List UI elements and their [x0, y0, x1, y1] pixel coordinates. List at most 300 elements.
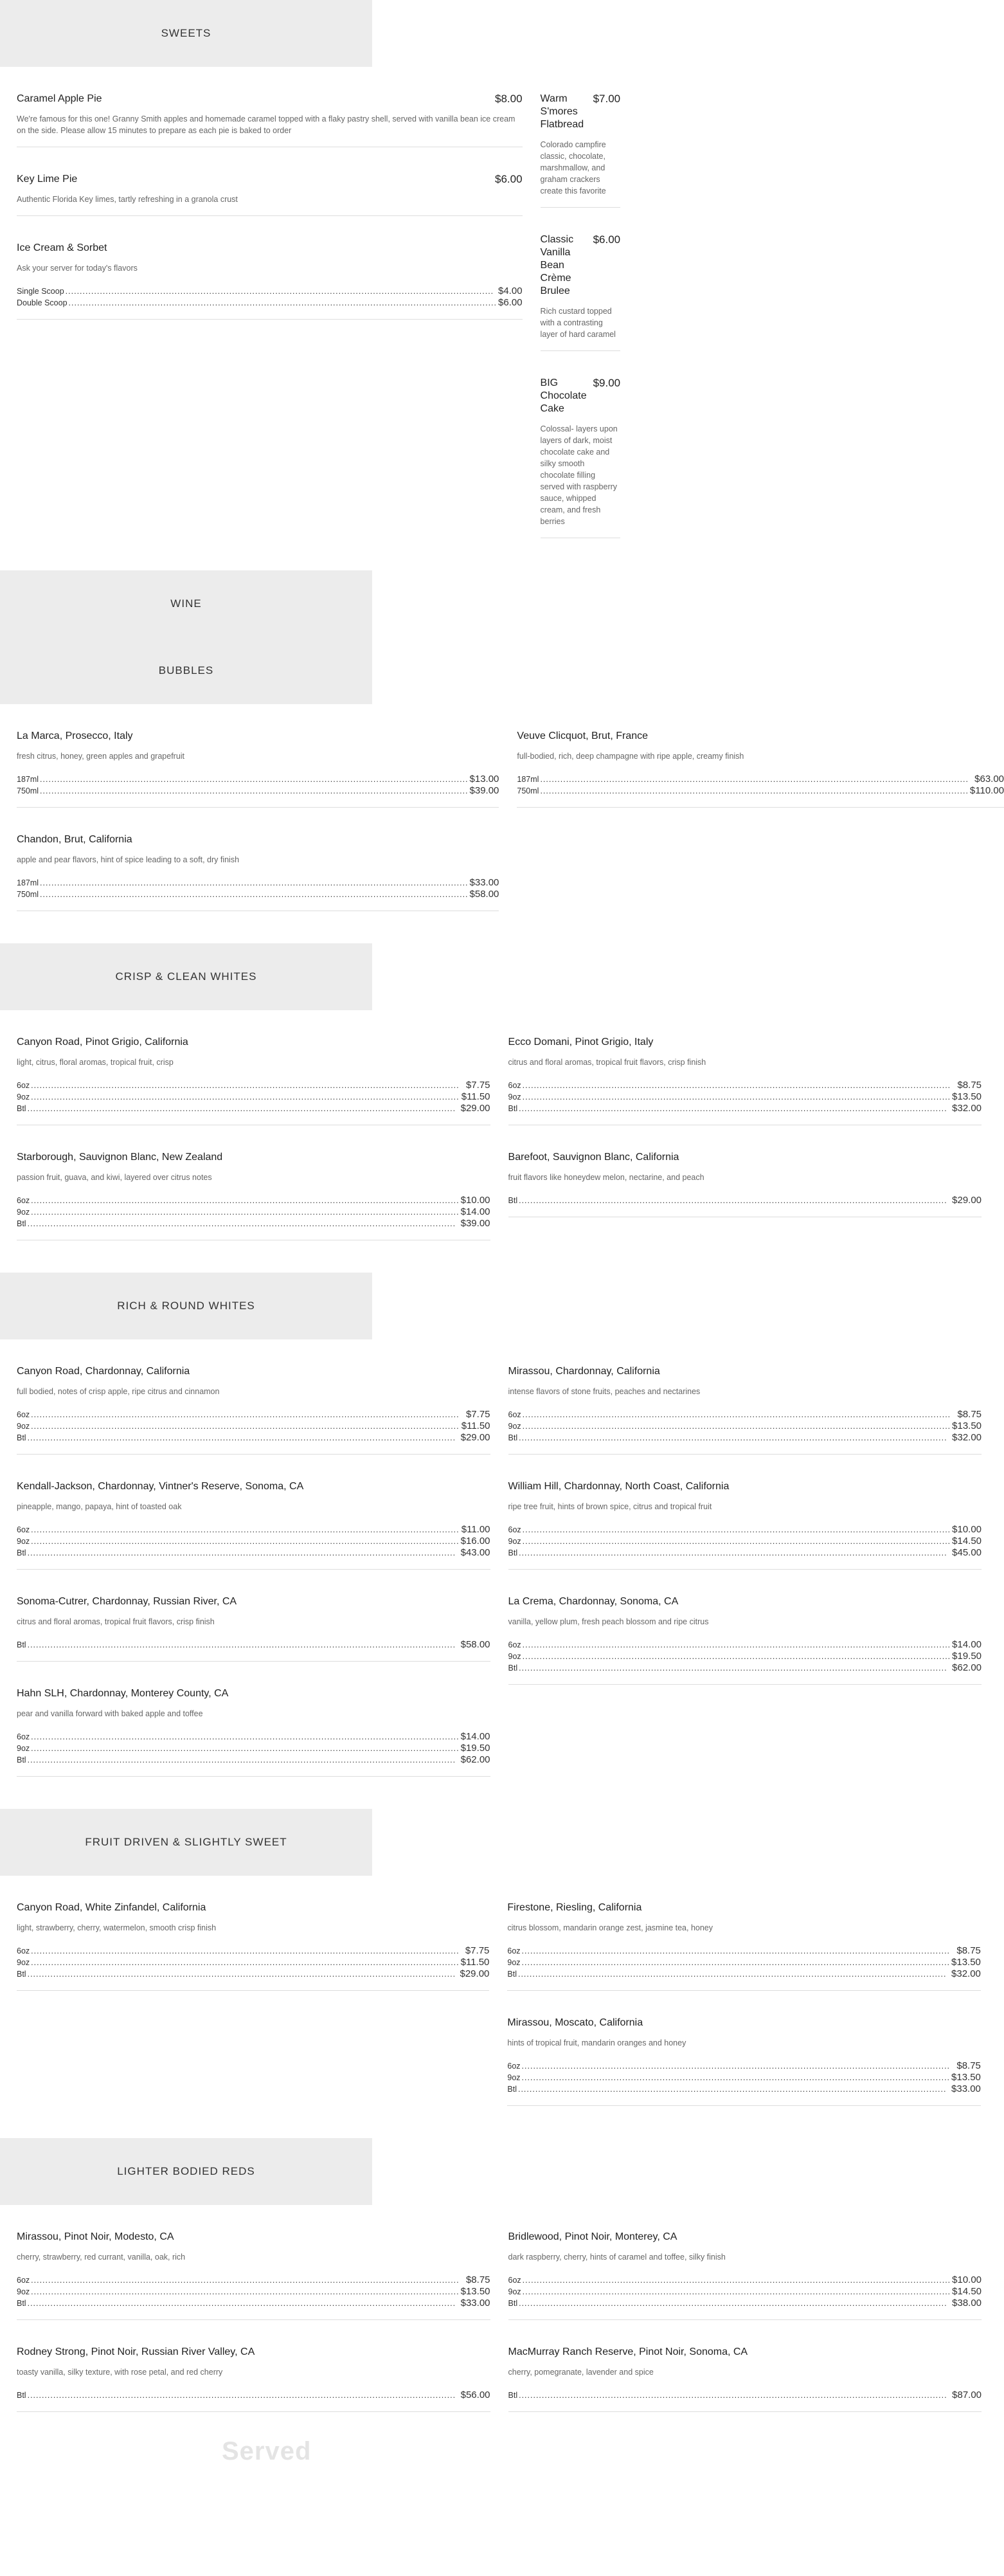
- menu-item-description: pear and vanilla forward with baked apple and toffee: [17, 1709, 203, 1718]
- menu-item-header: [17, 1901, 489, 1914]
- serving-size-row: [17, 2286, 490, 2298]
- serving-sizes: [508, 1195, 982, 1206]
- section-body: [0, 2205, 982, 2444]
- menu-column-left: [17, 1365, 490, 1777]
- menu-grid: [17, 93, 621, 538]
- serving-size-row: [508, 2298, 982, 2309]
- menu-item-name: Caramel Apple Pie: [17, 93, 102, 104]
- serving-size-row: [508, 1080, 982, 1091]
- menu-item-name: Rodney Strong, Pinot Noir, Russian River Valley, CA: [17, 2346, 255, 2357]
- menu-item-name: Veuve Clicquot, Brut, France: [517, 730, 649, 741]
- menu-item-description: full bodied, notes of crisp apple, ripe citrus and cinnamon: [17, 1387, 220, 1396]
- menu-item-header: [508, 1480, 982, 1493]
- menu-item-header: [508, 1036, 982, 1049]
- serving-size-label: Btl: [17, 2391, 26, 2400]
- serving-size-price: $87.00: [952, 2390, 982, 2400]
- menu-grid: [17, 2231, 982, 2412]
- serving-size-label: 6oz: [508, 1410, 521, 1419]
- dot-leader: [66, 286, 497, 297]
- serving-size-row: [17, 1432, 490, 1444]
- serving-size-label: 9oz: [508, 1093, 521, 1102]
- serving-size-price: $13.50: [951, 1957, 981, 1968]
- serving-size-row: [17, 1731, 490, 1743]
- serving-size-price: $8.75: [957, 1409, 982, 1420]
- menu-item: [17, 2346, 490, 2412]
- menu-item-price: $9.00: [593, 377, 621, 389]
- menu-item-name: Mirassou, Moscato, California: [507, 2017, 643, 2028]
- dot-leader: [28, 1433, 460, 1444]
- menu-item-name: Barefoot, Sauvignon Blanc, California: [508, 1152, 679, 1163]
- dot-leader: [28, 1969, 459, 1980]
- serving-size-row: [507, 1968, 981, 1980]
- section-title: SWEETS: [161, 27, 211, 39]
- dot-leader: [518, 2084, 950, 2095]
- serving-size-price: $8.75: [465, 2274, 490, 2285]
- menu-item: [17, 1687, 490, 1777]
- dot-leader: [519, 1663, 951, 1674]
- menu-item: [508, 2231, 982, 2320]
- menu-item-description: citrus and floral aromas, tropical fruit flavors, crisp finish: [508, 1058, 706, 1067]
- serving-size-price: $29.00: [460, 1103, 490, 1114]
- menu-column-left: [17, 2231, 490, 2412]
- dot-leader: [523, 1640, 951, 1651]
- menu-column-right: [541, 93, 621, 538]
- serving-size-row: [507, 1945, 981, 1957]
- menu-item-header: [17, 93, 523, 105]
- serving-size-label: 9oz: [508, 2287, 521, 2296]
- serving-sizes: [17, 2274, 490, 2309]
- dot-leader: [519, 2390, 951, 2401]
- dot-leader: [28, 2390, 460, 2401]
- serving-size-price: $11.50: [461, 1420, 490, 1431]
- serving-size-price: $8.75: [956, 2060, 981, 2071]
- serving-sizes: [17, 774, 499, 797]
- menu-item-description: light, strawberry, cherry, watermelon, smooth crisp finish: [17, 1923, 217, 1932]
- serving-size-price: $13.50: [951, 2072, 981, 2083]
- menu-item: [17, 1365, 490, 1455]
- serving-size-label: 9oz: [17, 1958, 30, 1967]
- menu-item-header: [508, 1151, 982, 1164]
- menu-item-description: cherry, pomegranate, lavender and spice: [508, 2368, 654, 2377]
- serving-size-price: $33.00: [951, 2083, 981, 2094]
- serving-size-label: 9oz: [17, 1093, 30, 1102]
- serving-size-price: $39.00: [469, 785, 499, 796]
- serving-size-price: $29.00: [460, 1968, 490, 1979]
- serving-size-row: [507, 2083, 981, 2095]
- serving-size-row: [17, 1524, 490, 1536]
- serving-size-price: $4.00: [498, 286, 523, 296]
- serving-size-row: [508, 1639, 982, 1651]
- serving-size-label: 9oz: [507, 1958, 521, 1967]
- serving-sizes: [17, 1639, 490, 1651]
- serving-sizes: [517, 774, 1004, 797]
- serving-sizes: [17, 1524, 490, 1559]
- section-header-lighter-bodied-reds: [0, 2138, 372, 2205]
- menu-column-left: [17, 730, 499, 911]
- section-title: FRUIT DRIVEN & SLIGHTLY SWEET: [85, 1836, 287, 1848]
- menu-item-description: We're famous for this one! Granny Smith apples and homemade caramel topped with a flaky pastry shell, served with vanilla bean ice cream on the side. Please allow 15 minutes to prepare as each pie is baked to order: [17, 114, 515, 135]
- menu-column-right: [507, 1901, 981, 2106]
- menu-item: [17, 1595, 490, 1662]
- watermark-logo: Served: [222, 2437, 312, 2465]
- serving-size-label: Btl: [507, 2085, 517, 2094]
- menu-item-name: Canyon Road, Chardonnay, California: [17, 1366, 190, 1377]
- serving-sizes: [508, 1409, 982, 1444]
- serving-sizes: [17, 2390, 490, 2401]
- dot-leader: [523, 1410, 956, 1420]
- serving-size-label: 187ml: [517, 775, 539, 784]
- serving-size-row: [17, 1536, 490, 1547]
- menu-item: [17, 1036, 490, 1125]
- serving-size-row: [17, 2298, 490, 2309]
- serving-size-row: [17, 1409, 490, 1420]
- serving-size-price: $14.00: [460, 1206, 490, 1217]
- serving-size-row: [17, 297, 523, 309]
- menu-item-description: toasty vanilla, silky texture, with rose petal, and red cherry: [17, 2368, 223, 2377]
- menu-item-header: [507, 2017, 981, 2029]
- serving-size-price: $7.75: [465, 1409, 490, 1420]
- serving-size-label: 9oz: [508, 1537, 521, 1546]
- section-title: RICH & ROUND WHITES: [117, 1300, 255, 1312]
- serving-size-label: Btl: [508, 1104, 518, 1113]
- serving-size-label: 6oz: [17, 1946, 30, 1955]
- serving-size-row: [508, 1091, 982, 1103]
- serving-sizes: [507, 1945, 981, 1980]
- serving-size-price: $43.00: [460, 1547, 490, 1558]
- serving-size-label: 9oz: [17, 1208, 30, 1217]
- menu-item-header: [508, 2346, 982, 2359]
- dot-leader: [31, 2287, 459, 2298]
- serving-sizes: [17, 286, 523, 309]
- serving-size-label: 187ml: [17, 775, 39, 784]
- menu-item: [508, 2346, 982, 2412]
- dot-leader: [522, 2073, 950, 2083]
- section-body: [0, 1339, 982, 1809]
- dot-leader: [523, 1092, 951, 1103]
- menu-item-header: [17, 1595, 490, 1608]
- serving-size-label: Btl: [508, 1433, 518, 1442]
- serving-size-price: $32.00: [952, 1432, 982, 1443]
- serving-size-price: $58.00: [469, 889, 499, 900]
- menu-item: [17, 2231, 490, 2320]
- dot-leader: [522, 1957, 950, 1968]
- serving-size-row: [508, 2390, 982, 2401]
- menu-item: [17, 1480, 490, 1570]
- serving-size-row: [17, 1091, 490, 1103]
- dot-leader: [519, 1548, 951, 1559]
- menu-item-price: $6.00: [593, 233, 621, 246]
- dot-leader: [31, 1207, 459, 1218]
- serving-size-price: $13.50: [952, 1091, 982, 1102]
- serving-size-row: [17, 774, 499, 785]
- menu-item: [508, 1595, 982, 1685]
- dot-leader: [519, 1195, 951, 1206]
- dot-leader: [69, 298, 497, 309]
- menu-item-header: [508, 2231, 982, 2244]
- serving-size-price: $45.00: [952, 1547, 982, 1558]
- serving-size-price: $14.50: [952, 2286, 982, 2297]
- menu-item-name: Canyon Road, White Zinfandel, California: [17, 1902, 206, 1913]
- menu-item-description: hints of tropical fruit, mandarin oranges and honey: [507, 2038, 686, 2047]
- serving-size-row: [17, 1547, 490, 1559]
- section-header-sweets: [0, 0, 372, 67]
- dot-leader: [523, 1536, 951, 1547]
- dot-leader: [40, 774, 468, 785]
- serving-sizes: [17, 877, 499, 900]
- menu-item: [507, 1901, 981, 1991]
- serving-size-row: [17, 785, 499, 797]
- serving-size-row: [507, 2072, 981, 2083]
- menu-item: [508, 1365, 982, 1455]
- serving-size-label: Single Scoop: [17, 287, 64, 296]
- serving-sizes: [17, 1080, 490, 1114]
- serving-size-row: [508, 1662, 982, 1674]
- serving-size-label: Btl: [17, 1433, 26, 1442]
- serving-size-label: Btl: [17, 1640, 26, 1649]
- serving-size-row: [17, 2390, 490, 2401]
- menu-item-price: $6.00: [495, 173, 523, 185]
- section-title: CRISP & CLEAN WHITES: [115, 970, 257, 983]
- menu-item-header: [507, 1901, 981, 1914]
- serving-size-price: $11.50: [461, 1091, 490, 1102]
- section-body: [0, 704, 1004, 943]
- serving-size-price: $39.00: [460, 1218, 490, 1229]
- menu-item-header: [17, 2346, 490, 2359]
- menu-item-name: BIG Chocolate Cake: [540, 377, 587, 414]
- serving-size-label: 750ml: [17, 786, 39, 795]
- menu-item-description: vanilla, yellow plum, fresh peach blossom and ripe citrus: [508, 1617, 709, 1626]
- menu-item-description: light, citrus, floral aromas, tropical fruit, crisp: [17, 1058, 174, 1067]
- menu-item-name: Key Lime Pie: [17, 174, 78, 185]
- serving-size-label: 9oz: [508, 1422, 521, 1431]
- menu-item-header: [541, 233, 621, 298]
- menu-item-description: fruit flavors like honeydew melon, nectarine, and peach: [508, 1173, 704, 1182]
- menu-item-header: [17, 242, 523, 255]
- serving-size-price: $63.00: [974, 774, 1004, 785]
- serving-size-label: 750ml: [17, 890, 39, 899]
- menu-item: [17, 730, 499, 808]
- serving-size-row: [17, 1103, 490, 1114]
- dot-leader: [31, 1732, 459, 1743]
- serving-size-row: [507, 2060, 981, 2072]
- menu-item-header: [17, 1365, 490, 1378]
- dot-leader: [31, 1525, 460, 1536]
- serving-sizes: [507, 2060, 981, 2095]
- serving-size-price: $110.00: [969, 785, 1004, 796]
- menu-item: [517, 730, 1004, 808]
- menu-item-description: dark raspberry, cherry, hints of caramel and toffee, silky finish: [508, 2253, 726, 2262]
- menu-item-description: citrus blossom, mandarin orange zest, jasmine tea, honey: [507, 1923, 713, 1932]
- menu-column-left: [17, 1036, 490, 1240]
- serving-size-row: [17, 1206, 490, 1218]
- serving-size-row: [17, 889, 499, 900]
- menu-item-header: [541, 377, 621, 415]
- serving-size-label: 6oz: [17, 1196, 30, 1205]
- menu-grid: [17, 730, 1004, 911]
- dot-leader: [28, 1548, 460, 1559]
- serving-size-row: [508, 1432, 982, 1444]
- serving-sizes: [508, 1080, 982, 1114]
- dot-leader: [28, 1640, 460, 1651]
- menu-item-name: Warm S'mores Flatbread: [540, 93, 584, 130]
- serving-size-row: [17, 1080, 490, 1091]
- serving-size-label: Btl: [508, 1196, 518, 1205]
- serving-size-row: [17, 1218, 490, 1229]
- dot-leader: [31, 1536, 459, 1547]
- serving-size-label: 9oz: [17, 1537, 30, 1546]
- serving-size-label: 9oz: [508, 1652, 521, 1661]
- menu-item-name: Mirassou, Chardonnay, California: [508, 1366, 660, 1377]
- menu-item-header: [508, 1365, 982, 1378]
- menu-item-name: Starborough, Sauvignon Blanc, New Zealand: [17, 1152, 223, 1163]
- serving-size-label: Btl: [17, 1104, 26, 1113]
- dot-leader: [31, 1946, 464, 1957]
- menu-item-description: intense flavors of stone fruits, peaches and nectarines: [508, 1387, 701, 1396]
- serving-size-label: Btl: [508, 2299, 518, 2308]
- serving-size-price: $32.00: [952, 1103, 982, 1114]
- menu-item-name: Ice Cream & Sorbet: [17, 242, 107, 253]
- menu-item-header: [508, 1595, 982, 1608]
- menu-item: [508, 1151, 982, 1217]
- serving-size-label: 6oz: [17, 1410, 30, 1419]
- dot-leader: [523, 1080, 956, 1091]
- section-title: LIGHTER BODIED REDS: [117, 2165, 255, 2177]
- menu-item-header: [517, 730, 1004, 743]
- serving-size-label: Btl: [17, 1755, 26, 1764]
- menu-item-description: full-bodied, rich, deep champagne with ripe apple, creamy finish: [517, 752, 744, 761]
- serving-size-row: [508, 1547, 982, 1559]
- menu-item: [541, 233, 621, 351]
- serving-size-row: [17, 2274, 490, 2286]
- serving-size-label: 9oz: [507, 2073, 521, 2082]
- menu-column-left: [17, 1901, 489, 2106]
- serving-size-price: $6.00: [498, 297, 523, 308]
- dot-leader: [28, 1103, 460, 1114]
- serving-size-price: $14.00: [952, 1639, 982, 1650]
- serving-size-label: Btl: [508, 2391, 518, 2400]
- serving-size-row: [17, 1968, 489, 1980]
- menu-item-header: [17, 2231, 490, 2244]
- menu-item-description: Colorado campfire classic, chocolate, marshmallow, and graham crackers create this favorite: [540, 140, 606, 195]
- serving-size-row: [17, 1743, 490, 1754]
- serving-size-row: [508, 1651, 982, 1662]
- menu-item: [507, 2017, 981, 2106]
- serving-size-price: $58.00: [460, 1639, 490, 1650]
- serving-size-label: Btl: [17, 2299, 26, 2308]
- serving-size-price: $62.00: [952, 1662, 982, 1673]
- serving-size-label: Btl: [508, 1548, 518, 1557]
- serving-size-price: $56.00: [460, 2390, 490, 2400]
- dot-leader: [523, 1421, 951, 1432]
- menu-item-name: Chandon, Brut, California: [17, 834, 132, 845]
- serving-size-price: $13.00: [469, 774, 499, 785]
- dot-leader: [28, 1755, 460, 1766]
- dot-leader: [518, 1969, 950, 1980]
- serving-size-label: 6oz: [508, 1525, 521, 1534]
- menu-item-description: citrus and floral aromas, tropical fruit flavors, crisp finish: [17, 1617, 215, 1626]
- dot-leader: [523, 2275, 951, 2286]
- serving-size-row: [17, 1754, 490, 1766]
- serving-size-row: [17, 1420, 490, 1432]
- menu-item-header: [541, 93, 621, 131]
- menu-item-name: Firestone, Riesling, California: [507, 1902, 642, 1913]
- serving-size-price: $32.00: [951, 1968, 981, 1979]
- serving-size-label: 9oz: [17, 2287, 30, 2296]
- section-body: [0, 67, 621, 570]
- serving-size-row: [508, 1103, 982, 1114]
- menu-item-name: Sonoma-Cutrer, Chardonnay, Russian River, CA: [17, 1596, 237, 1607]
- menu-item-price: $8.00: [495, 93, 523, 105]
- serving-size-label: Btl: [17, 1219, 26, 1228]
- serving-size-row: [508, 1524, 982, 1536]
- serving-sizes: [508, 2390, 982, 2401]
- serving-size-label: Btl: [508, 1664, 518, 1673]
- serving-size-price: $13.50: [460, 2286, 490, 2297]
- serving-size-price: $33.00: [460, 2298, 490, 2308]
- serving-size-row: [508, 1420, 982, 1432]
- serving-size-row: [17, 1639, 490, 1651]
- menu-grid: [17, 1036, 982, 1240]
- menu-item-name: Classic Vanilla Bean Crème Brulee: [540, 234, 574, 296]
- serving-size-label: 6oz: [508, 1640, 521, 1649]
- menu-grid: [17, 1365, 982, 1777]
- serving-size-row: [508, 1409, 982, 1420]
- serving-size-row: [17, 286, 523, 297]
- serving-sizes: [17, 1409, 490, 1444]
- menu-column-right: [508, 1036, 982, 1240]
- serving-size-price: $13.50: [952, 1420, 982, 1431]
- menu-grid: [17, 1901, 981, 2106]
- menu-item-description: cherry, strawberry, red currant, vanilla, oak, rich: [17, 2253, 186, 2262]
- menu-item-name: Bridlewood, Pinot Noir, Monterey, CA: [508, 2231, 677, 2242]
- menu-item-description: apple and pear flavors, hint of spice leading to a soft, dry finish: [17, 855, 240, 864]
- dot-leader: [522, 2061, 956, 2072]
- dot-leader: [28, 2298, 460, 2309]
- serving-size-row: [517, 774, 1004, 785]
- serving-size-label: Btl: [17, 1548, 26, 1557]
- serving-size-label: Btl: [17, 1970, 26, 1979]
- serving-size-row: [508, 1536, 982, 1547]
- menu-item-header: [17, 1036, 490, 1049]
- menu-column-right: [508, 1365, 982, 1777]
- menu-item: [17, 242, 523, 320]
- serving-size-row: [507, 1957, 981, 1968]
- menu-item-description: fresh citrus, honey, green apples and grapefruit: [17, 752, 185, 761]
- section-header-rich-round-whites: [0, 1273, 372, 1339]
- serving-size-price: $11.50: [460, 1957, 490, 1968]
- serving-size-label: 6oz: [508, 1081, 521, 1090]
- menu-item-name: Ecco Domani, Pinot Grigio, Italy: [508, 1037, 654, 1048]
- dot-leader: [31, 1092, 460, 1103]
- serving-size-label: 6oz: [17, 1732, 30, 1741]
- serving-size-label: 6oz: [507, 2062, 521, 2071]
- serving-size-price: $62.00: [460, 1754, 490, 1765]
- serving-size-row: [17, 1945, 489, 1957]
- serving-size-price: $29.00: [460, 1432, 490, 1443]
- serving-size-label: 6oz: [508, 2276, 521, 2285]
- serving-size-label: 9oz: [17, 1744, 30, 1753]
- dot-leader: [523, 1525, 951, 1536]
- serving-size-row: [508, 1195, 982, 1206]
- menu-item-description: Authentic Florida Key limes, tartly refreshing in a granola crust: [17, 195, 238, 204]
- menu-item: [541, 377, 621, 538]
- serving-size-price: $10.00: [952, 2274, 982, 2285]
- serving-size-price: $8.75: [957, 1080, 982, 1091]
- serving-size-row: [508, 2286, 982, 2298]
- menu-item-price: $7.00: [593, 93, 621, 105]
- menu-item-header: [17, 1480, 490, 1493]
- serving-size-label: 9oz: [17, 1422, 30, 1431]
